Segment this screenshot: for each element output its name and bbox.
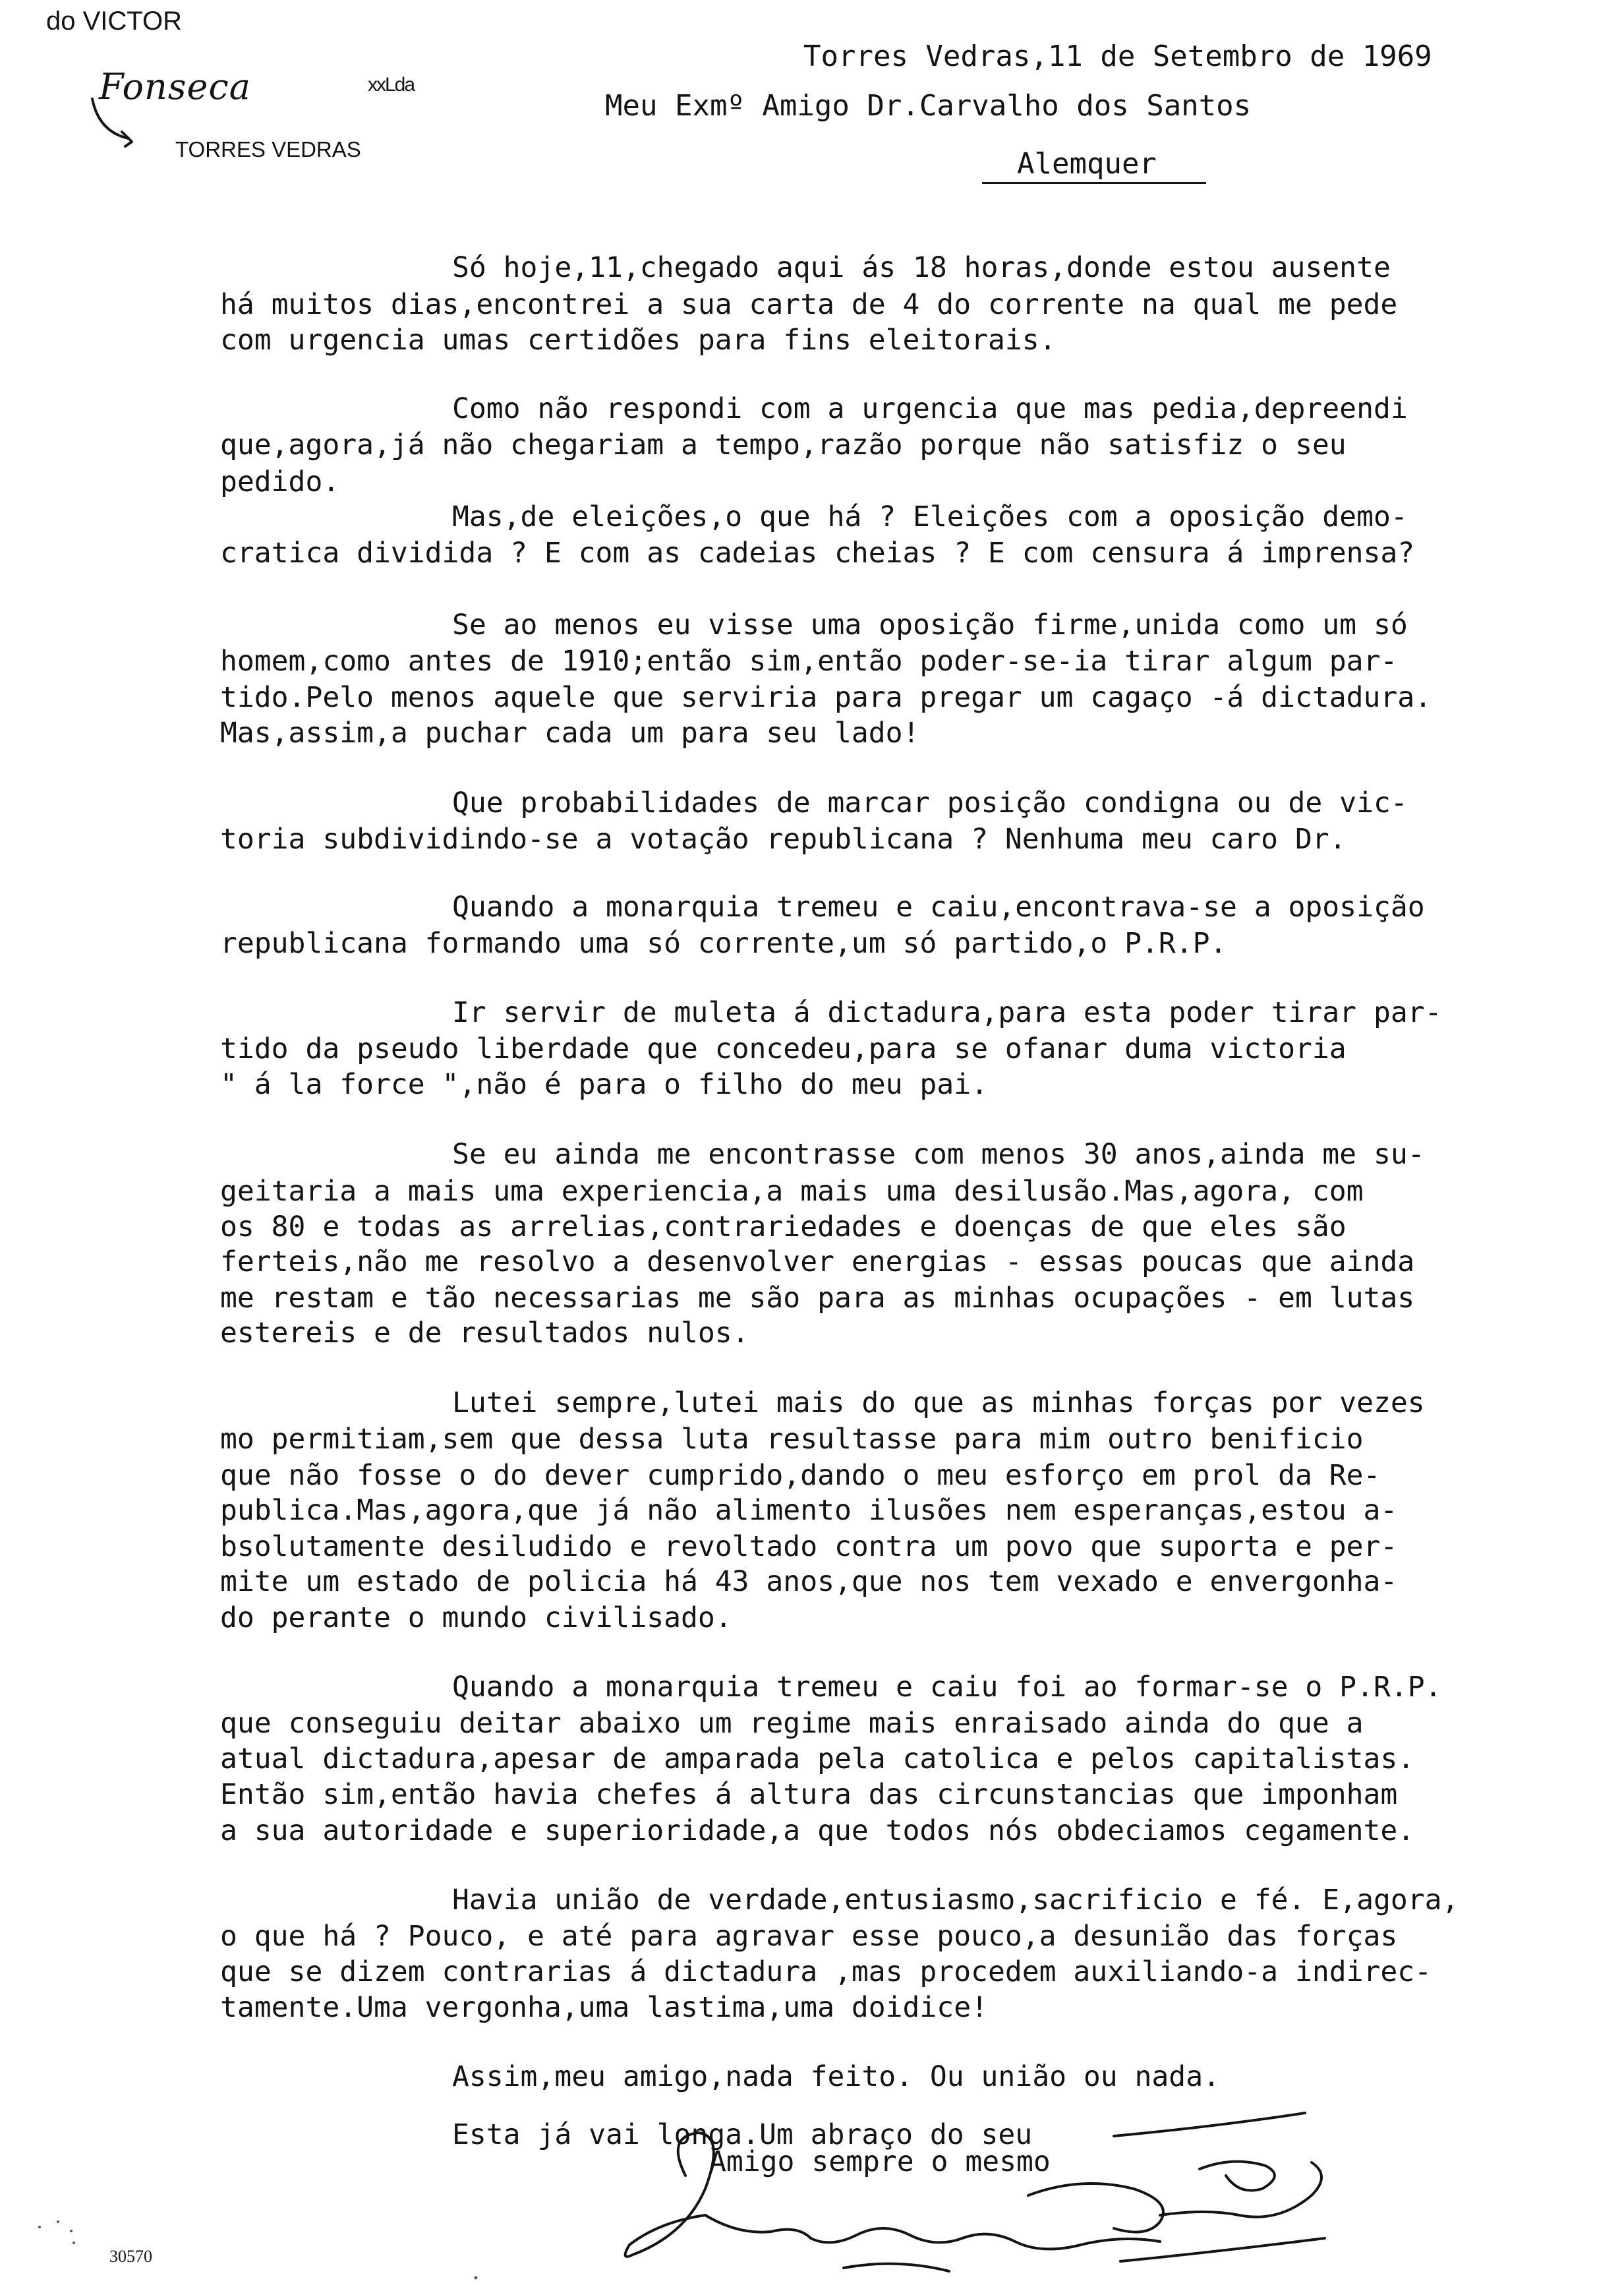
signature-underline — [1120, 2238, 1325, 2261]
archive-note: do VICTOR — [46, 7, 182, 36]
body-line: do perante o mundo civilisado. — [220, 1601, 732, 1634]
addressee-city: Alemquer — [1017, 147, 1157, 181]
body-line: toria subdividindo-se a votação republicana ? Nenhuma meu caro Dr. — [220, 823, 1347, 856]
body-line: Se ao menos eu visse uma oposição firme,unida como um só — [452, 609, 1408, 641]
body-line: Esta já vai longa.Um abraço do seu — [452, 2118, 1033, 2151]
body-line: Como não respondi com a urgencia que mas pedia,depreendi — [452, 392, 1408, 425]
underline-swash — [1114, 2113, 1305, 2136]
signature-swirl — [1200, 2162, 1275, 2191]
body-line: o que há ? Pouco, e até para agravar esse pouco,a desunião das forças — [220, 1920, 1398, 1953]
date-line: Torres Vedras,11 de Setembro de 1969 — [803, 40, 1432, 73]
body-line: geitaria a mais uma experiencia,a mais uma desilusão.Mas,agora, com — [220, 1175, 1364, 1208]
body-line: Assim,meu amigo,nada feito. Ou união ou nada. — [452, 2060, 1220, 2093]
body-line: Quando a monarquia tremeu e caiu,encontrava-se a oposição — [452, 891, 1425, 924]
body-line: Mas,assim,a puchar cada um para seu lado! — [220, 717, 920, 750]
body-line: homem,como antes de 1910;então sim,então poder-se-ia tirar algum par- — [220, 645, 1398, 678]
letterhead-city: TORRES VEDRAS — [175, 137, 361, 162]
body-line: Então sim,então havia chefes á altura das circunstancias que imponham — [220, 1778, 1398, 1811]
body-line: que se dizem contrarias á dictadura ,mas procedem auxiliando-a indirec- — [220, 1955, 1432, 1988]
body-line: que conseguiu deitar abaixo um regime mais enraisado ainda do que a — [220, 1707, 1364, 1740]
body-line: Mas,de eleições,o que há ? Eleições com a oposição demo- — [452, 500, 1408, 533]
body-line: Lutei sempre,lutei mais do que as minhas forças por vezes — [452, 1386, 1425, 1419]
body-line: que,agora,já não chegariam a tempo,razão porque não satisfiz o seu — [220, 429, 1347, 461]
body-line: tido da pseudo liberdade que concedeu,para se ofanar duma victoria — [220, 1032, 1347, 1065]
body-line: que não fosse o do dever cumprido,dando o meu esforço em prol da Re- — [220, 1459, 1381, 1492]
letterhead-firm-mark: xxLda — [368, 74, 415, 96]
signature-initial — [625, 2133, 714, 2257]
body-line: os 80 e todas as arrelias,contrariedades e doenças de que eles são — [220, 1210, 1347, 1243]
body-line: ferteis,não me resolvo a desenvolver energias - essas poucas que ainda — [220, 1245, 1415, 1278]
body-line: Que probabilidades de marcar posição condigna ou de vic- — [452, 787, 1408, 819]
body-line: com urgencia umas certidões para fins eleitorais. — [220, 324, 1057, 357]
body-line: publica.Mas,agora,que já não alimento ilusões nem esperanças,estou a- — [220, 1494, 1398, 1527]
body-line: mo permitiam,sem que dessa luta resultasse para mim outro benificio — [220, 1423, 1364, 1456]
sign-off: Amigo sempre o mesmo — [709, 2145, 1051, 2178]
body-line: atual dictadura,apesar de amparada pela catolica e pelos capitalistas. — [220, 1742, 1415, 1775]
body-line: bsolutamente desiludido e revoltado contra um povo que suporta e per- — [220, 1530, 1398, 1563]
body-line: Havia união de verdade,entusiasmo,sacrificio e fé. E,agora, — [452, 1884, 1459, 1917]
body-line: há muitos dias,encontrei a sua carta de 4 do corrente na qual me pede — [220, 288, 1398, 321]
archive-code: 30570 — [109, 2247, 152, 2266]
addressee: Meu Exmº Amigo Dr.Carvalho dos Santos — [605, 89, 1252, 123]
letterhead-firm-name: Fonseca — [99, 66, 251, 107]
body-line: tido.Pelo menos aquele que serviria para pregar um cagaço -á dictadura. — [220, 681, 1432, 714]
body-line: republicana formando uma só corrente,um só partido,o P.R.P. — [220, 927, 1227, 960]
body-line: Ir servir de muleta á dictadura,para esta poder tirar par- — [452, 996, 1442, 1029]
body-line: a sua autoridade e superioridade,a que todos nós obdeciamos cegamente. — [220, 1814, 1415, 1847]
body-line: cratica dividida ? E com as cadeias cheias ? E com censura á imprensa? — [220, 537, 1415, 570]
body-line: me restam e tão necessarias me são para as minhas ocupações - em lutas — [220, 1282, 1415, 1315]
signature-scrawl — [705, 2215, 1160, 2249]
body-line: Quando a monarquia tremeu e caiu foi ao formar-se o P.R.P. — [452, 1671, 1442, 1704]
body-line: " á la force ",não é para o filho do meu pai. — [220, 1068, 988, 1101]
body-line: tamente.Uma vergonha,uma lastima,uma doidice! — [220, 1991, 988, 2024]
body-line: Só hoje,11,chegado aqui ás 18 horas,donde estou ausente — [452, 251, 1391, 284]
body-line: Se eu ainda me encontrasse com menos 30 anos,ainda me su- — [452, 1138, 1425, 1171]
signature-loop — [1028, 2184, 1163, 2232]
body-line: mite um estado de policia há 43 anos,que nos tem vexado e envergonha- — [220, 1565, 1398, 1598]
body-line: estereis e de resultados nulos. — [220, 1317, 749, 1350]
body-line: pedido. — [220, 465, 340, 498]
